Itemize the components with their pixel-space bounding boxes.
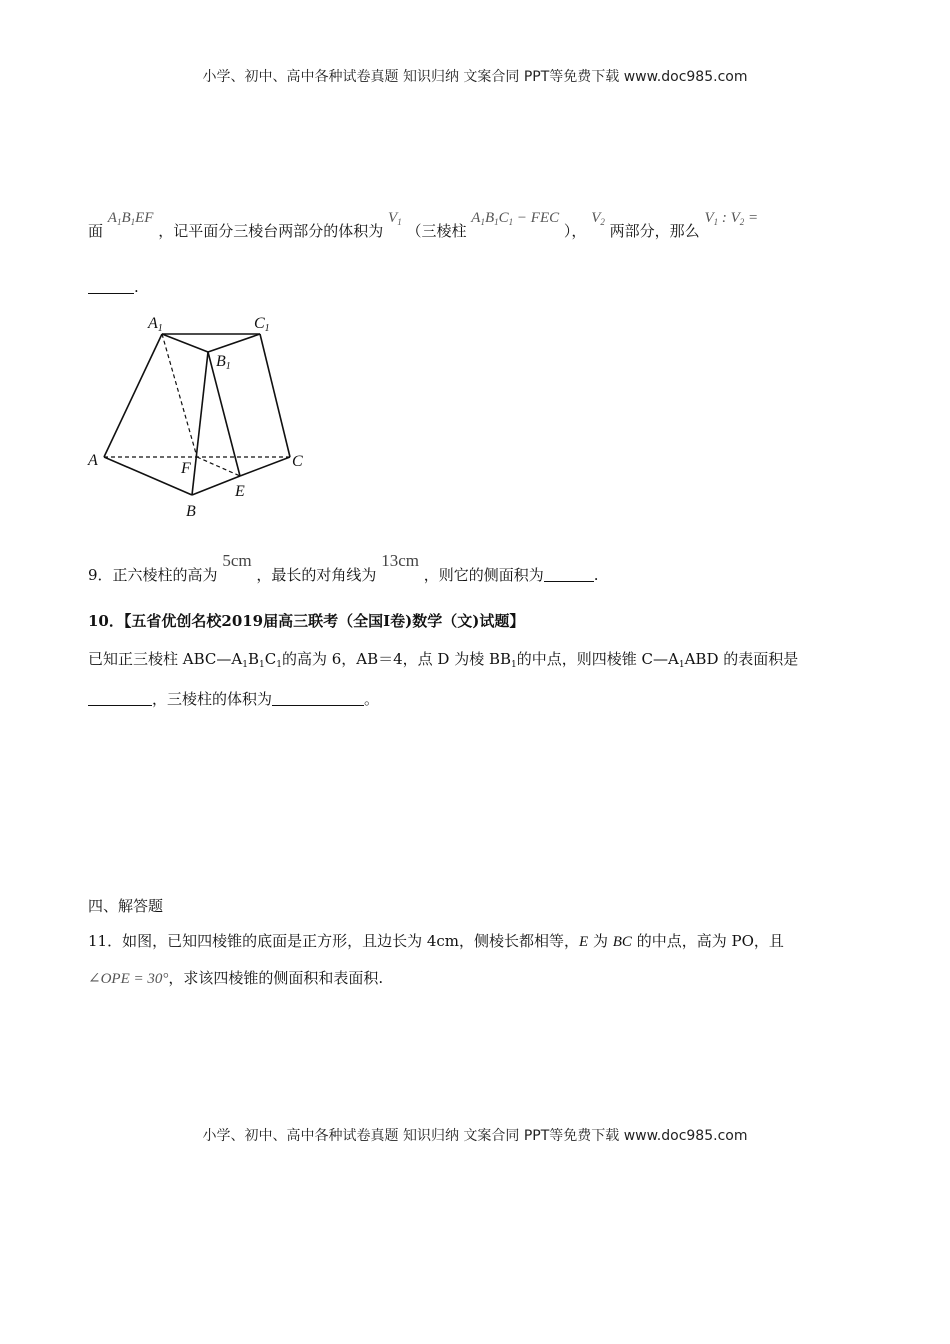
q11-line1: 11．如图，已知四棱锥的底面是正方形，且边长为 4cm，侧棱长都相等，E 为 BC 的中点，高为 PO，且 [88,932,784,950]
q10-source: 10．【五省优创名校2019届高三联考（全国I卷)数学（文)试题】 [88,612,525,630]
page-header: 小学、初中、高中各种试卷真题 知识归纳 文案合同 PPT等免费下载 www.doc985.com [202,69,748,85]
page-footer: 小学、初中、高中各种试卷真题 知识归纳 文案合同 PPT等免费下载 www.doc985.com [202,1128,748,1144]
label-B1: B1 [216,353,231,372]
q10-answers: ，三棱柱的体积为 。 [88,688,379,709]
label-F: F [181,460,191,477]
math-diagonal: 13cm [381,551,419,570]
q8-answer-blank: . [88,278,139,296]
math-height: 5cm [222,551,252,570]
math-v2: $V_2$ [591,210,605,227]
label-E: E [235,483,245,500]
math-plane: $A_1B_1EF$ [107,210,154,227]
math-v1: $V_1$ [388,210,402,227]
math-ratio: $V_1$ : $V_2$ = [704,210,759,227]
label-B: B [186,503,196,520]
q11-line2: ∠OPE = 30°，求该四棱锥的侧面积和表面积. [88,969,384,987]
section-title: 四、解答题 [88,897,164,915]
frustum-figure [84,310,324,525]
label-A: A [88,452,98,469]
math-angle: ∠OPE = 30° [88,971,169,987]
q8-line: 面 $A_1B_1EF$ ，记平面分三棱台两部分的体积为 $V_1$ （三棱柱 $A_1B_1C_1$ − FEC ）， $V_2$ 两部分，那么 $V_1$ : $V_2$ = [88,210,759,240]
label-C1: C1 [254,315,270,334]
q9-line: 9．正六棱柱的高为 5cm ，最长的对角线为 13cm ，则它的侧面积为 . [88,551,599,584]
label-C: C [292,453,303,470]
label-A1: A1 [148,315,163,334]
q10-body: 已知正三棱柱 $ABC—A_1B_1C_1$的高为 6，AB＝4，点 D 为棱 $BB_1$的中点，则四棱锥 $C—A_1ABD$ 的表面积是 [88,650,799,670]
math-prism: $A_1B_1C_1$ − FEC [471,210,560,227]
